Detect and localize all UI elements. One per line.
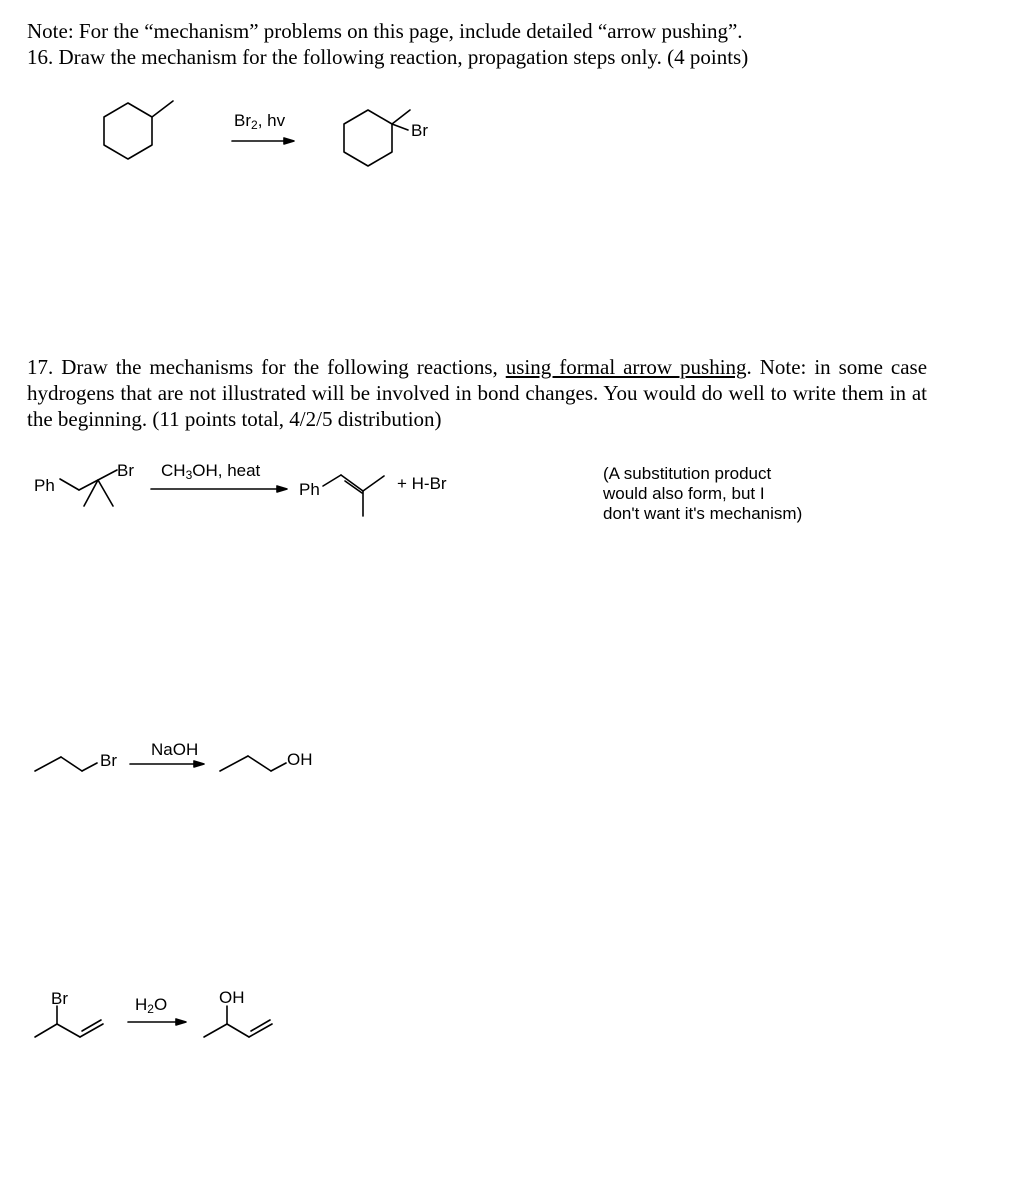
methylcyclohexane-ring (104, 103, 152, 159)
reaction-17b-oh: OH (287, 750, 313, 769)
reaction-17c-br: Br (51, 989, 68, 1008)
reaction-17a-byproduct: + H-Br (397, 474, 447, 493)
reaction-17b-arrowhead (194, 761, 204, 767)
reaction-17a-br: Br (117, 461, 134, 480)
reaction-17a-ph: Ph (34, 476, 55, 495)
bromomethylcyclohexane-ring (344, 110, 392, 166)
reaction-17b-reagent: NaOH (151, 740, 199, 759)
reaction-17b-br: Br (100, 751, 117, 770)
reaction-17c-oh: OH (219, 988, 245, 1007)
question-16: 16. Draw the mechanism for the following reaction, propagation steps only. (4 points) (27, 45, 749, 69)
reaction-17a-product-ph: Ph (299, 480, 320, 499)
reaction-16-arrowhead (284, 138, 294, 144)
reaction-16-reagent: $Br_2$, hv (234, 111, 286, 132)
reaction-17a-arrowhead (277, 486, 287, 492)
reaction-17a-note: (A substitution product would also form, but I don't want it's mechanism) (603, 464, 803, 523)
reaction-17c-reagent: $H_2O$ (135, 995, 168, 1016)
underlined-instruction: using formal arrow pushing (505, 355, 747, 379)
reaction-16-product-br: Br (411, 121, 428, 140)
product-br-bond (392, 124, 408, 130)
reaction-17a-reagent: $CH_3OH$, heat (161, 461, 261, 482)
note-line: Note: For the “mechanism” problems on this page, include detailed “arrow pushing”. (27, 19, 743, 43)
question-17: 17. Draw the mechanisms for the following reactions, using formal arrow pushing. Note: in some case hydrogens that are not illustrated will be involved in bond changes. You would do well to write them in at the beginning. (11 points total, 4/2/5 distribution) (27, 355, 928, 431)
methyl-bond (152, 101, 173, 117)
reaction-17c-arrowhead (176, 1019, 186, 1025)
product-methyl-bond (392, 110, 410, 124)
